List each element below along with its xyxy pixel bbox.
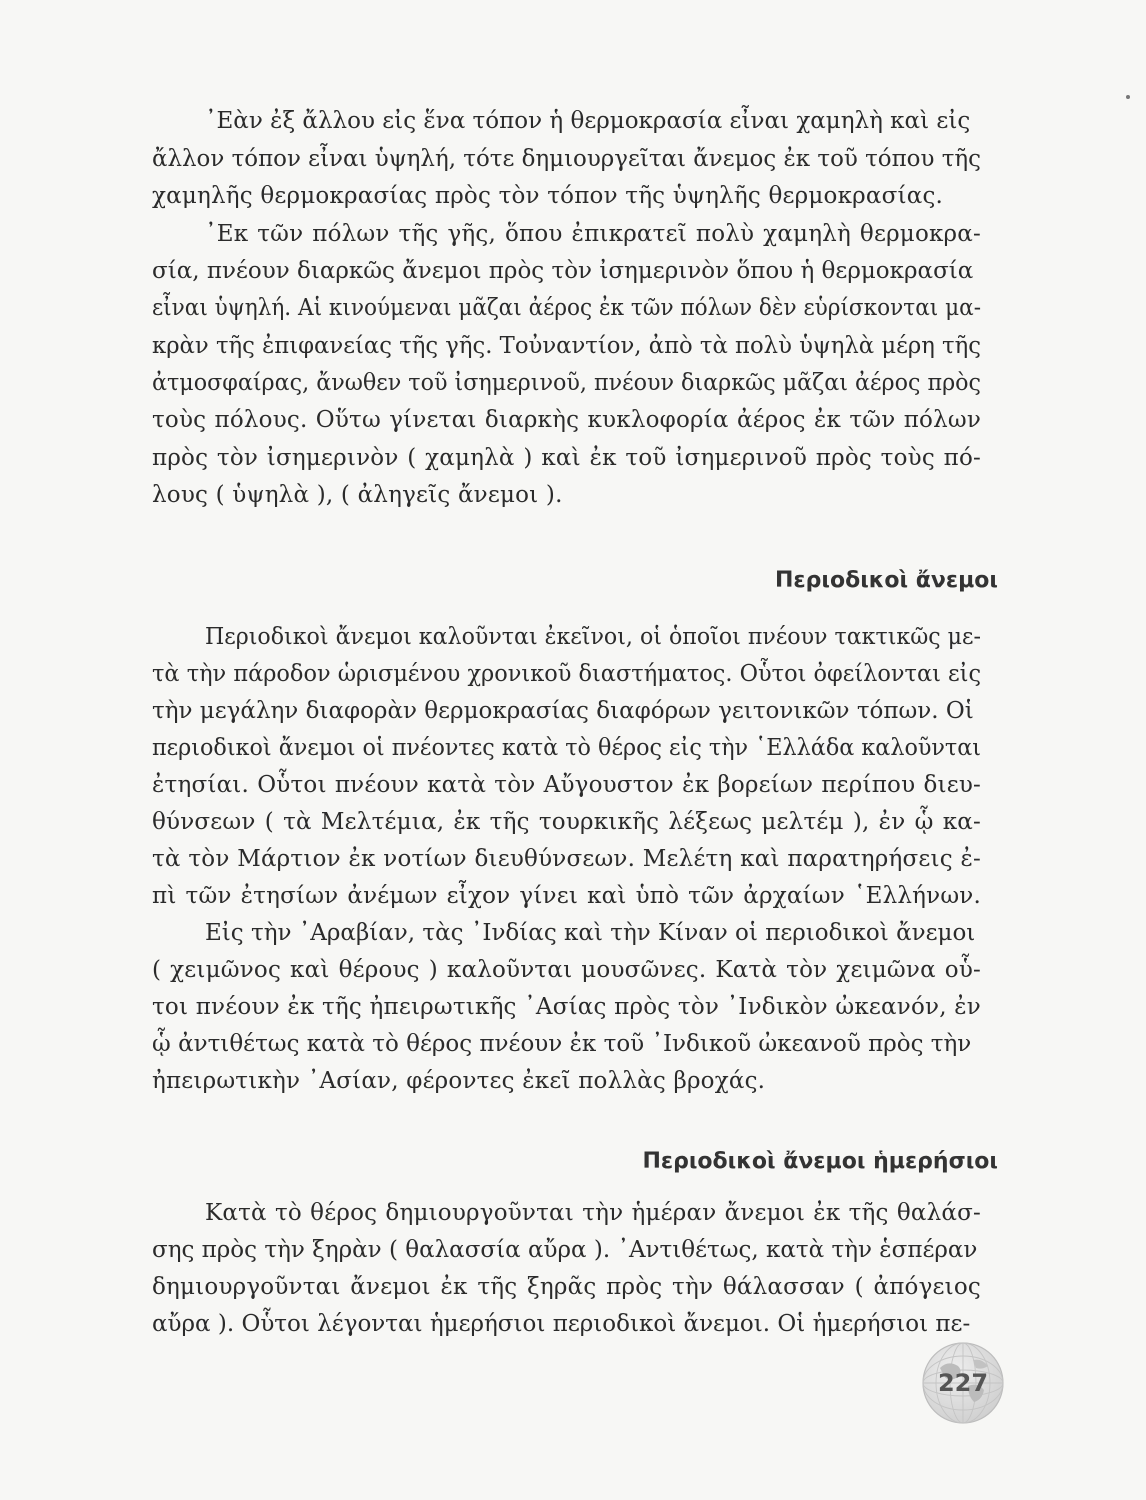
text-line: εἶναι ὑψηλή. Αἱ κινούμεναι μᾶζαι ἀέρος ἐκ τῶν πόλων δὲν εὑρίσκονται μα- — [152, 295, 982, 321]
text-line: δημιουργοῦνται ἄνεμοι ἐκ τῆς ξηρᾶς πρὸς τὴν θάλασσαν ( ἀπόγειος — [152, 1274, 981, 1300]
text-line: ἠπειρωτικὴν ᾿Ασίαν, φέροντες ἐκεῖ πολλὰς βροχάς. — [152, 1068, 766, 1094]
text-line: ἐτησίαι. Οὗτοι πνέουν κατὰ τὸν Αὔγουστον ἐκ βορείων περίπου διευ- — [152, 772, 981, 798]
text-line: σης πρὸς τὴν ξηρὰν ( θαλασσία αὔρα ). ᾿Αντιθέτως, κατὰ τὴν ἑσπέραν — [152, 1237, 978, 1263]
text-line: ( χειμῶνος καὶ θέρους ) καλοῦνται μουσῶνες. Κατὰ τὸν χειμῶνα οὗ- — [152, 957, 981, 983]
text-line: πρὸς τὸν ἰσημερινὸν ( χαμηλὰ ) καὶ ἐκ τοῦ ἰσημερινοῦ πρὸς τοὺς πό- — [152, 445, 981, 471]
text-line: ἀτμοσφαίρας, ἄνωθεν τοῦ ἰσημερινοῦ, πνέουν διαρκῶς μᾶζαι ἀέρος πρὸς — [152, 370, 981, 396]
text-line: τοὺς πόλους. Οὕτω γίνεται διαρκὴς κυκλοφορία ἀέρος ἐκ τῶν πόλων — [152, 407, 981, 433]
text-line: τὰ τὸν Μάρτιον ἐκ νοτίων διευθύνσεων. Μελέτη καὶ παρατηρήσεις ἐ- — [152, 846, 981, 872]
text-line: σία, πνέουν διαρκῶς ἄνεμοι πρὸς τὸν ἰσημερινὸν ὅπου ἡ θερμοκρασία — [152, 258, 974, 284]
text-line: τοι πνέουν ἐκ τῆς ἠπειρωτικῆς ᾿Ασίας πρὸς τὸν ᾿Ινδικὸν ὠκεανόν, ἐν — [152, 994, 981, 1020]
text-line: Κατὰ τὸ θέρος δημιουργοῦνται τὴν ἡμέραν ἄνεμοι ἐκ τῆς θαλάσ- — [205, 1200, 981, 1226]
text-line: τὰ τὴν πάροδον ὡρισμένου χρονικοῦ διαστήματος. Οὗτοι ὀφείλονται εἰς — [152, 661, 982, 687]
text-line: ᾿Εὰν ἐξ ἄλλου εἰς ἕνα τόπον ἡ θερμοκρασία εἶναι χαμηλὴ καὶ εἰς — [205, 108, 971, 134]
text-line: ᾿Εκ τῶν πόλων τῆς γῆς, ὅπου ἐπικρατεῖ πολὺ χαμηλὴ θερμοκρα- — [205, 221, 981, 247]
text-line: χαμηλῆς θερμοκρασίας πρὸς τὸν τόπον τῆς ὑψηλῆς θερμοκρασίας. — [152, 183, 944, 209]
text-line: αὔρα ). Οὗτοι λέγονται ἡμερήσιοι περιοδικοὶ ἄνεμοι. Οἱ ἡμερήσιοι πε- — [152, 1311, 971, 1337]
text-line: τὴν μεγάλην διαφορὰν θερμοκρασίας διαφόρων γειτονικῶν τόπων. Οἱ — [152, 698, 974, 724]
text-line: Εἰς τὴν ᾿Αραβίαν, τὰς ᾿Ινδίας καὶ τὴν Κίναν οἱ περιοδικοὶ ἄνεμοι — [205, 920, 976, 946]
section-heading-periodic-winds: Περιοδικοὶ ἄνεμοι — [775, 568, 998, 593]
text-line: πὶ τῶν ἐτησίων ἀνέμων εἶχον γίνει καὶ ὑπὸ τῶν ἀρχαίων ῾Ελλήνων. — [152, 883, 981, 909]
print-speck — [1126, 95, 1130, 99]
text-line: Περιοδικοὶ ἄνεμοι καλοῦνται ἐκεῖνοι, οἱ ὁποῖοι πνέουν τακτικῶς με- — [205, 624, 981, 650]
section-heading-daily-periodic-winds: Περιοδικοὶ ἄνεμοι ἡμερήσιοι — [642, 1149, 998, 1174]
text-line: ᾧ ἀντιθέτως κατὰ τὸ θέρος πνέουν ἐκ τοῦ ᾿Ινδικοῦ ὠκεανοῦ πρὸς τὴν — [152, 1031, 972, 1057]
text-line: λους ( ὑψηλὰ ), ( ἀληγεῖς ἄνεμοι ). — [152, 482, 563, 508]
text-line: κρὰν τῆς ἐπιφανείας τῆς γῆς. Τοὐναντίον, ἀπὸ τὰ πολὺ ὑψηλὰ μέρη τῆς — [152, 333, 981, 359]
text-line: ἄλλον τόπον εἶναι ὑψηλή, τότε δημιουργεῖται ἄνεμος ἐκ τοῦ τόπου τῆς — [152, 146, 981, 172]
text-line: περιοδικοὶ ἄνεμοι οἱ πνέοντες κατὰ τὸ θέρος εἰς τὴν ῾Ελλάδα καλοῦνται — [152, 735, 982, 761]
page-number-badge — [918, 1338, 1008, 1428]
page-number: 227 — [937, 1369, 989, 1397]
text-line: θύνσεων ( τὰ Μελτέμια, ἐκ τῆς τουρκικῆς λέξεως μελτέμ ), ἐν ᾧ κα- — [152, 809, 981, 835]
